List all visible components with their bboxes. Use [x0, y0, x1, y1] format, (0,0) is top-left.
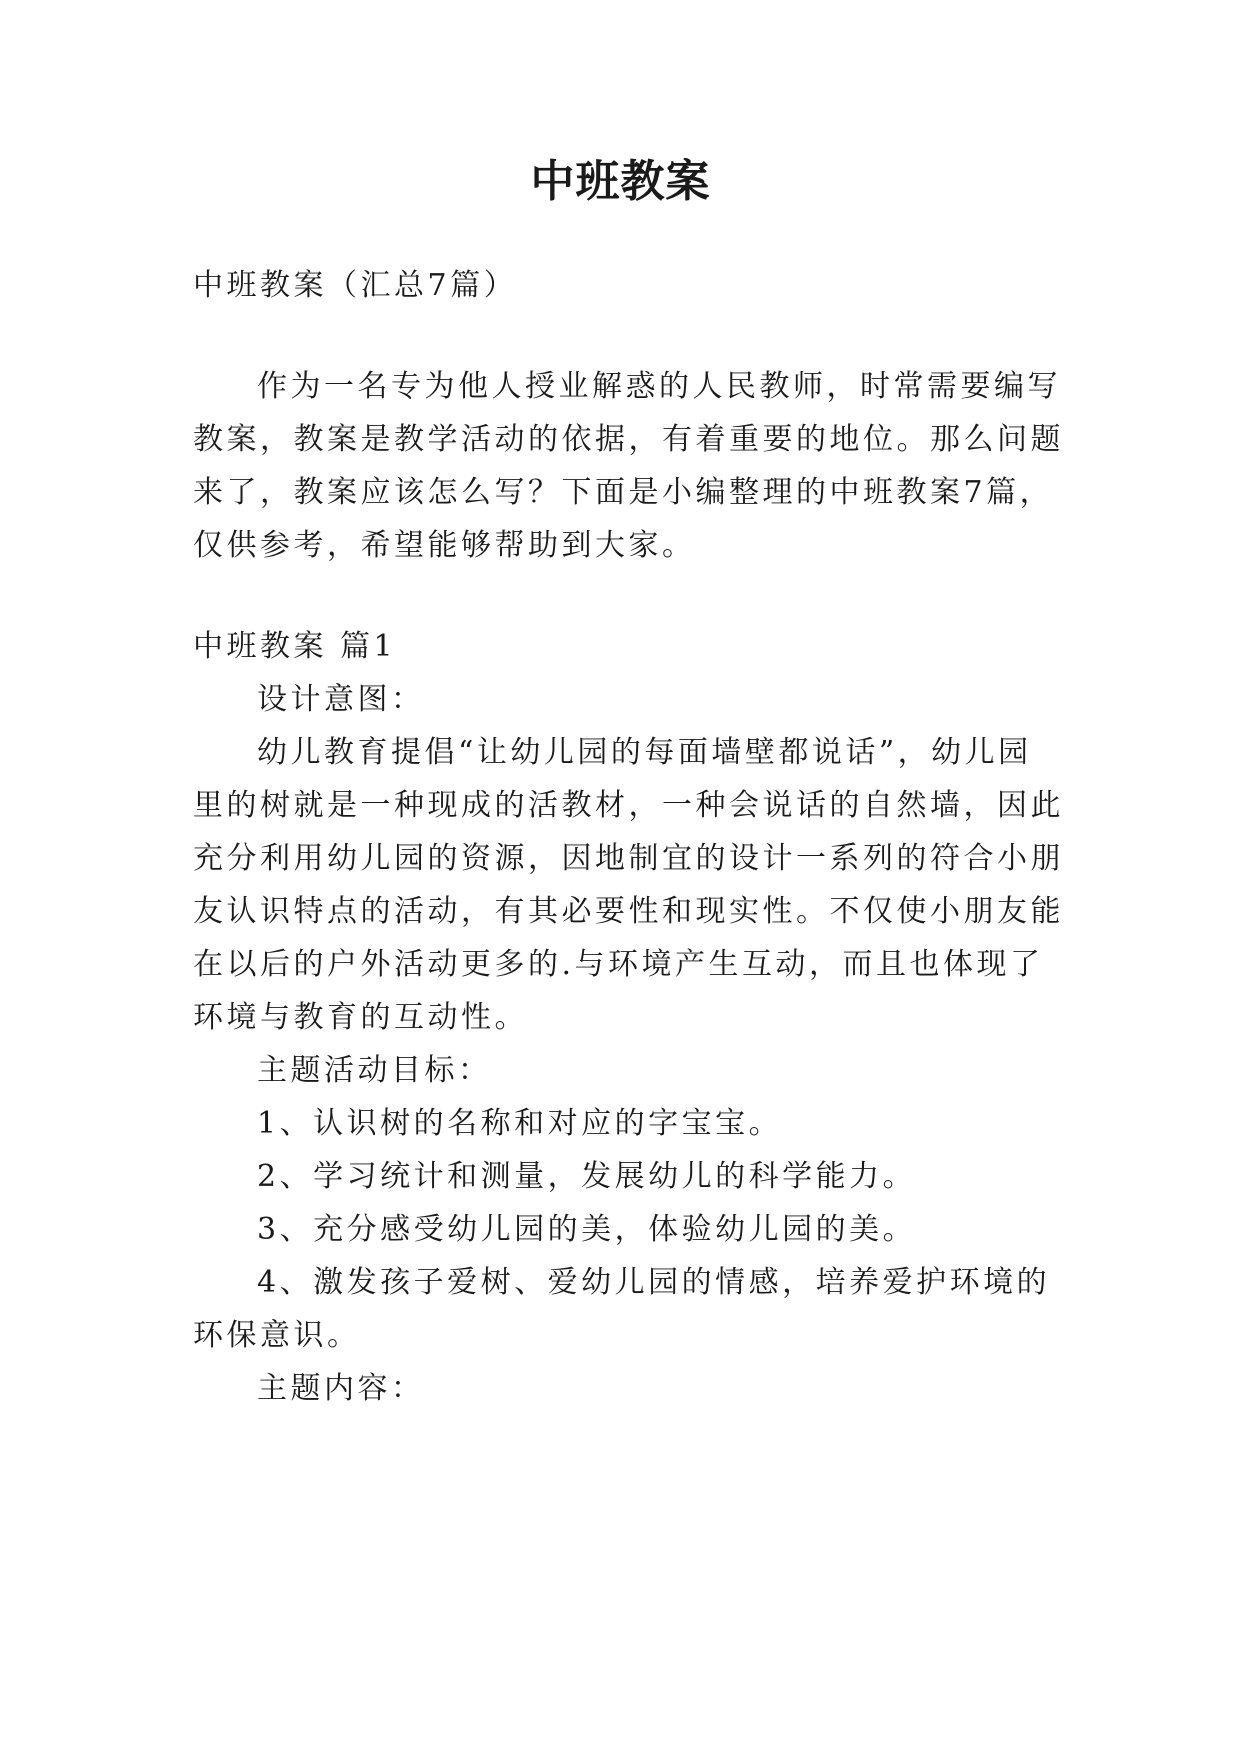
goal-item-1: 1、认识树的名称和对应的字宝宝。 — [257, 1106, 783, 1141]
design-line-2: 里的树就是一种现成的活教材，一种会说话的自然墙，因此 — [193, 788, 1064, 823]
design-line-5: 在以后的户外活动更多的.与环境产生互动，而且也体现了 — [193, 947, 1044, 982]
document-title: 中班教案 — [530, 156, 711, 207]
goal-item-2: 2、学习统计和测量，发展幼儿的科学能力。 — [257, 1159, 917, 1194]
goal-item-4: 4、激发孩子爱树、爱幼儿园的情感，培养爱护环境的 — [257, 1265, 1051, 1300]
goal-item-3: 3、充分感受幼儿园的美，体验幼儿园的美。 — [257, 1212, 917, 1247]
intro-line-1: 作为一名专为他人授业解惑的人民教师，时常需要编写 — [257, 369, 1061, 404]
design-line-6: 环境与教育的互动性。 — [193, 1000, 528, 1035]
document-subtitle: 中班教案（汇总7篇） — [193, 268, 518, 303]
intro-line-4: 仅供参考，希望能够帮助到大家。 — [193, 528, 696, 563]
design-line-4: 友认识特点的活动，有其必要性和现实性。不仅使小朋友能 — [193, 894, 1064, 929]
intro-line-2: 教案，教案是教学活动的依据，有着重要的地位。那么问题 — [193, 422, 1064, 457]
goal-item-4-continued: 环保意识。 — [193, 1318, 361, 1353]
intro-line-3: 来了，教案应该怎么写？下面是小编整理的中班教案7篇， — [193, 475, 1054, 510]
content-label: 主题内容： — [257, 1371, 425, 1406]
design-intent-label: 设计意图： — [257, 682, 425, 717]
goals-label: 主题活动目标： — [257, 1053, 492, 1088]
section-heading: 中班教案 篇1 — [193, 629, 397, 664]
design-line-3: 充分利用幼儿园的资源，因地制宜的设计一系列的符合小朋 — [193, 841, 1064, 876]
design-line-1: 幼儿教育提倡“让幼儿园的每面墙壁都说话”，幼儿园 — [257, 735, 1032, 770]
